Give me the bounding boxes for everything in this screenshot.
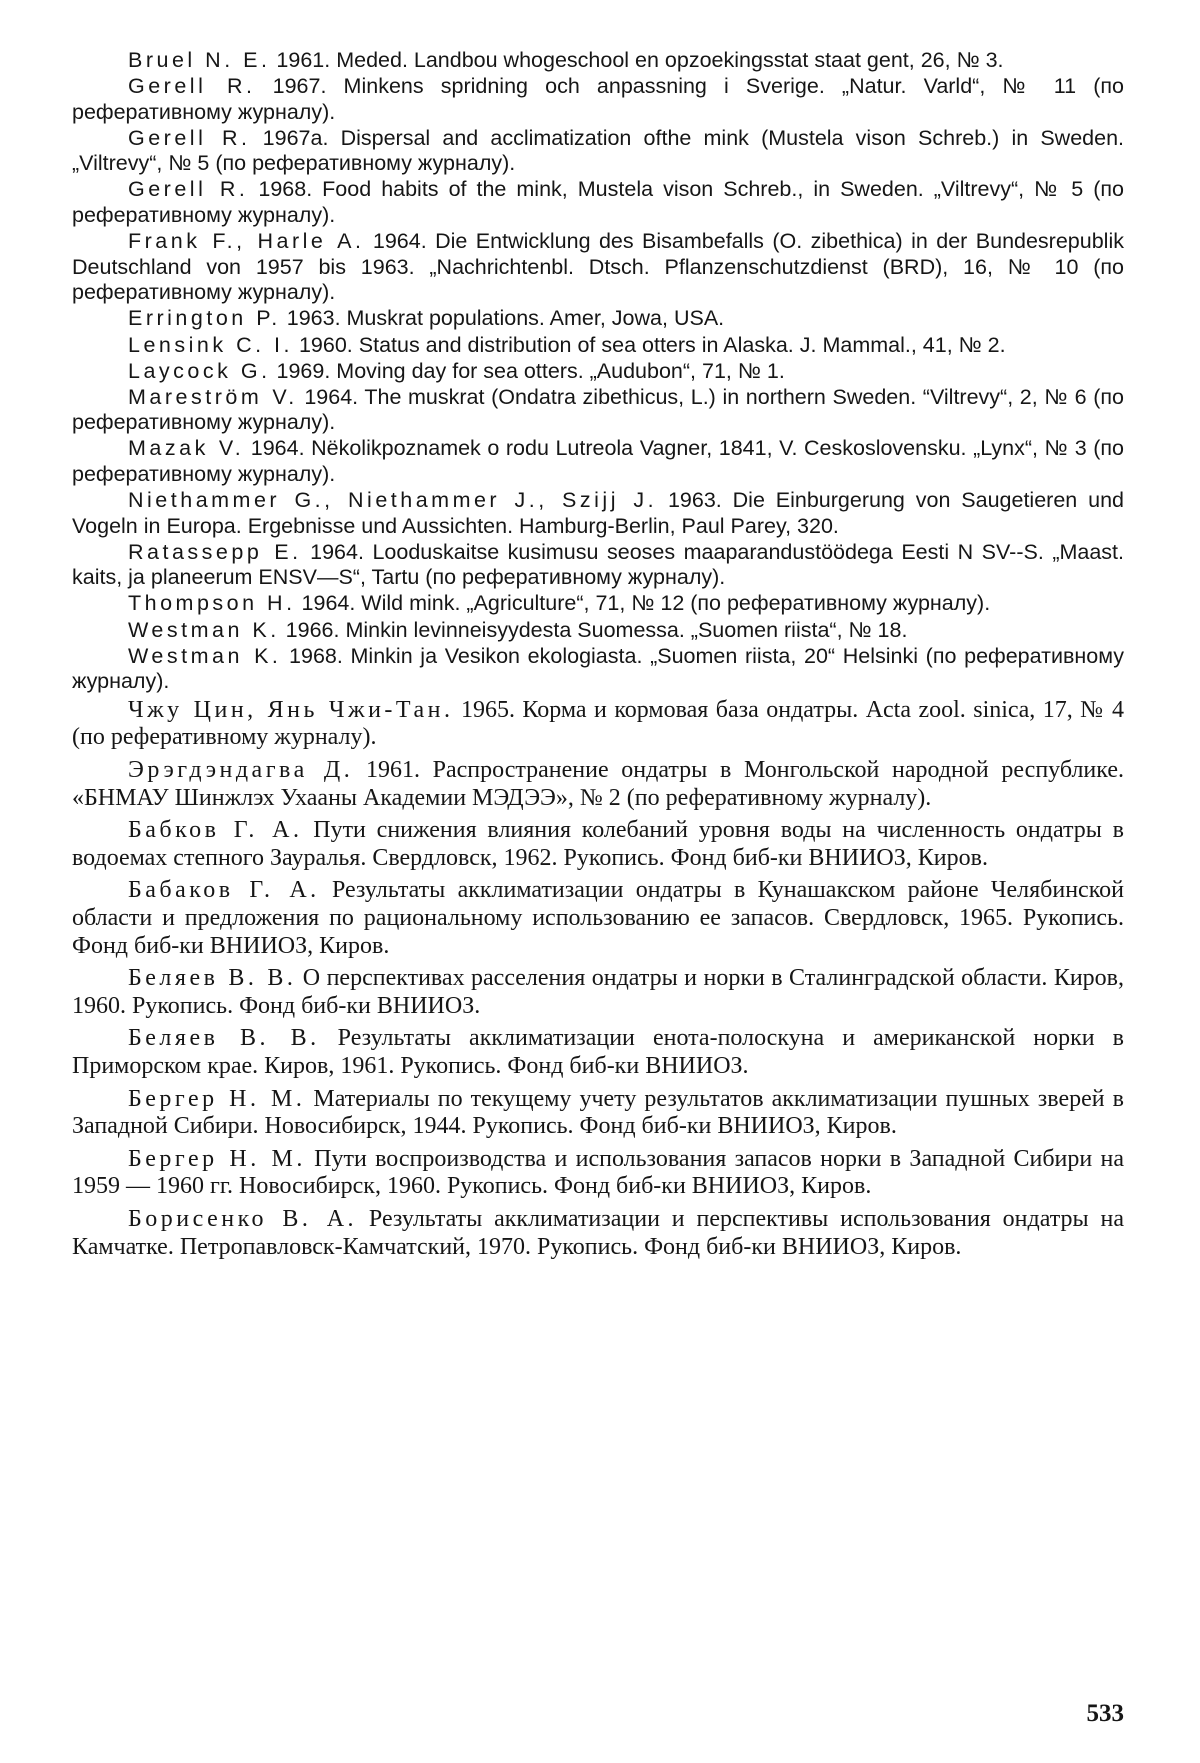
reference-author: Frank F., Harle A. xyxy=(128,229,365,254)
reference-author: Бабков Г. А. xyxy=(128,817,303,844)
reference-entry xyxy=(72,488,1124,539)
reference-author: Бабаков Г. А. xyxy=(128,877,320,904)
reference-entry xyxy=(72,1086,1124,1141)
reference-entry xyxy=(72,644,1124,695)
reference-entry xyxy=(72,965,1124,1020)
reference-text: 1969. Moving day for sea otters. „Audubon“, 71, № 1. xyxy=(270,358,785,383)
reference-entry xyxy=(72,1025,1124,1080)
reference-author: Mazak V. xyxy=(128,436,245,461)
reference-text: 1966. Minkin levinneisyydesta Suomessa. „Suomen riista“, № 18. xyxy=(279,617,908,642)
reference-entry xyxy=(72,306,1124,332)
reference-text: Пути снижения влияния колебаний уровня воды на численность ондатры в водоемах степного Зауралья. Свердловск, 1962. Рукопись. Фонд биб-ки ВНИИОЗ, Киров. xyxy=(72,817,1125,871)
russian-references-section xyxy=(72,697,1124,1261)
reference-author: Mareström V. xyxy=(128,384,298,409)
reference-entry xyxy=(72,591,1124,617)
reference-text: О перспективах расселения ондатры и норки в Сталинградской области. Киров, 1960. Рукопись. Фонд биб-ки ВНИИОЗ. xyxy=(72,965,1124,1019)
reference-text: 1964. Wild mink. „Agriculture“, 71, № 12 (по реферативному журналу). xyxy=(295,591,991,616)
reference-author: Чжу Цин, Янь Чжи-Тан. xyxy=(128,696,454,723)
reference-author: Бергер Н. М. xyxy=(128,1145,306,1172)
reference-text: 1967. Minkens spridning och anpassning i Sverige. „Natur. Varld“, № 11 (по реферативному журналу). xyxy=(72,74,1124,124)
reference-entry xyxy=(72,48,1124,74)
reference-entry xyxy=(72,229,1124,306)
reference-text: 1963. Muskrat populations. Amer, Jowa, USA. xyxy=(280,306,725,331)
reference-author: Бергер Н. М. xyxy=(128,1085,306,1112)
reference-entry xyxy=(72,74,1124,125)
russian-reference-list xyxy=(72,697,1124,1261)
book-page xyxy=(72,48,1124,1728)
reference-entry xyxy=(72,177,1124,228)
reference-text: 1964. Die Entwicklung des Bisambefalls (O. zibethica) in der Bundesrepublik Deutschland von 1957 bis 1963. „Nachrichtenbl. Dtsch. Pflanzenschutzdienst (BRD), 16, № 10 (по реферативному журналу). xyxy=(72,229,1124,305)
reference-author: Эрэгдэндагва Д. xyxy=(128,757,354,784)
reference-author: Lensink C. I. xyxy=(128,332,293,357)
reference-author: Gerell R. xyxy=(128,125,251,150)
reference-text: 1965. Корма и кормовая база ондатры. Acta zool. sinica, 17, № 4 (по реферативному журналу). xyxy=(72,696,1124,751)
reference-text: 1960. Status and distribution of sea otters in Alaska. J. Mammal., 41, № 2. xyxy=(293,332,1006,357)
reference-text: 1964. Looduskaitse kusimusu seoses maaparandustöödega Eesti N SV--S. „Maast. kaits, ja planeerum ENSV—S“, Tartu (по реферативному журналу). xyxy=(72,539,1124,590)
reference-entry xyxy=(72,126,1124,177)
reference-text: Материалы по текущему учету результатов акклиматизации пушных зверей в Западной Сибири. Новосибирск, 1944. Рукопись. Фонд биб-ки ВНИИОЗ, Киров. xyxy=(72,1085,1124,1140)
reference-author: Gerell R. xyxy=(128,74,256,99)
reference-text: 1967a. Dispersal and acclimatization ofthe mink (Mustela vison Schreb.) in Sweden. „Viltrevy“, № 5 (по реферативному журналу). xyxy=(72,125,1125,176)
reference-author: Laycock G. xyxy=(128,358,271,383)
reference-text: 1961. Meded. Landbou whogeschool en opzoekingsstat staat gent, 26, № 3. xyxy=(270,48,1004,72)
reference-text: Результаты акклиматизации и перспективы использования ондатры на Камчатке. Петропавловск-Камчатский, 1970. Рукопись. Фонд биб-ки ВНИИОЗ, Киров. xyxy=(72,1205,1124,1260)
reference-author: Errington P. xyxy=(128,306,281,331)
reference-author: Bruel N. E. xyxy=(128,48,271,72)
reference-text: Результаты акклиматизации ондатры в Кунашакском районе Челябинской области и предложения по рациональному использованию ее запасов. Свердловск, 1965. Рукопись. Фонд биб-ки ВНИИОЗ, Киров. xyxy=(72,877,1124,959)
foreign-reference-list xyxy=(72,48,1124,695)
reference-entry xyxy=(72,385,1124,436)
reference-entry xyxy=(72,333,1124,359)
reference-entry xyxy=(72,540,1124,591)
reference-author: Ratassepp E. xyxy=(128,539,302,564)
reference-entry xyxy=(72,1206,1124,1261)
reference-entry xyxy=(72,757,1124,812)
reference-text: 1968. Minkin ja Vesikon ekologiasta. „Suomen riista, 20“ Helsinki (по реферативному журналу). xyxy=(72,643,1124,694)
reference-author: Niethammer G., Niethammer J., Szijj J. xyxy=(128,488,658,513)
reference-entry xyxy=(72,359,1124,385)
reference-author: Westman K. xyxy=(128,617,280,642)
reference-author: Беляев В. В. xyxy=(128,965,297,992)
reference-text: 1968. Food habits of the mink, Mustela vison Schreb., in Sweden. „Viltrevy“, № 5 (по реферативному журналу). xyxy=(72,177,1124,228)
reference-entry xyxy=(72,436,1124,487)
reference-author: Thompson H. xyxy=(128,591,296,616)
foreign-references-section xyxy=(72,48,1124,695)
reference-entry xyxy=(72,1146,1124,1201)
reference-text: Пути воспроизводства и использования запасов норки в Западной Сибири на 1959 — 1960 гг. Новосибирск, 1960. Рукопись. Фонд биб-ки ВНИИОЗ, Киров. xyxy=(72,1145,1124,1200)
reference-text: 1964. The muskrat (Ondatra zibethicus, L.) in northern Sweden. “Viltrevy“, 2, № 6 (по реферативному журналу). xyxy=(72,384,1124,435)
reference-text: Результаты акклиматизации енота-полоскуна и американской норки в Приморском крае. Киров, 1961. Рукопись. Фонд биб-ки ВНИИОЗ. xyxy=(72,1025,1124,1079)
reference-entry xyxy=(72,618,1124,644)
reference-text: 1963. Die Einburgerung von Saugetieren und Vogeln in Europa. Ergebnisse und Aussichten. Hamburg-Berlin, Paul Parey, 320. xyxy=(72,488,1124,538)
page-number: 533 xyxy=(1086,1700,1124,1727)
reference-entry xyxy=(72,817,1124,872)
reference-author: Gerell R. xyxy=(128,177,249,202)
reference-author: Борисенко В. А. xyxy=(128,1205,358,1232)
reference-text: 1964. Nëkolikpoznamek o rodu Lutreola Vagner, 1841, V. Ceskoslovensku. „Lynx“, № 3 (по реферативному журналу). xyxy=(72,436,1124,486)
reference-author: Беляев В. В. xyxy=(128,1025,320,1052)
reference-text: 1961. Распространение ондатры в Монгольской народной республике. «БНМАУ Шинжлэх Ухааны Академии МЭДЭЭ», № 2 (по реферативному журналу). xyxy=(72,757,1124,811)
reference-entry xyxy=(72,697,1124,752)
reference-author: Westman K. xyxy=(128,643,282,668)
reference-entry xyxy=(72,877,1124,960)
